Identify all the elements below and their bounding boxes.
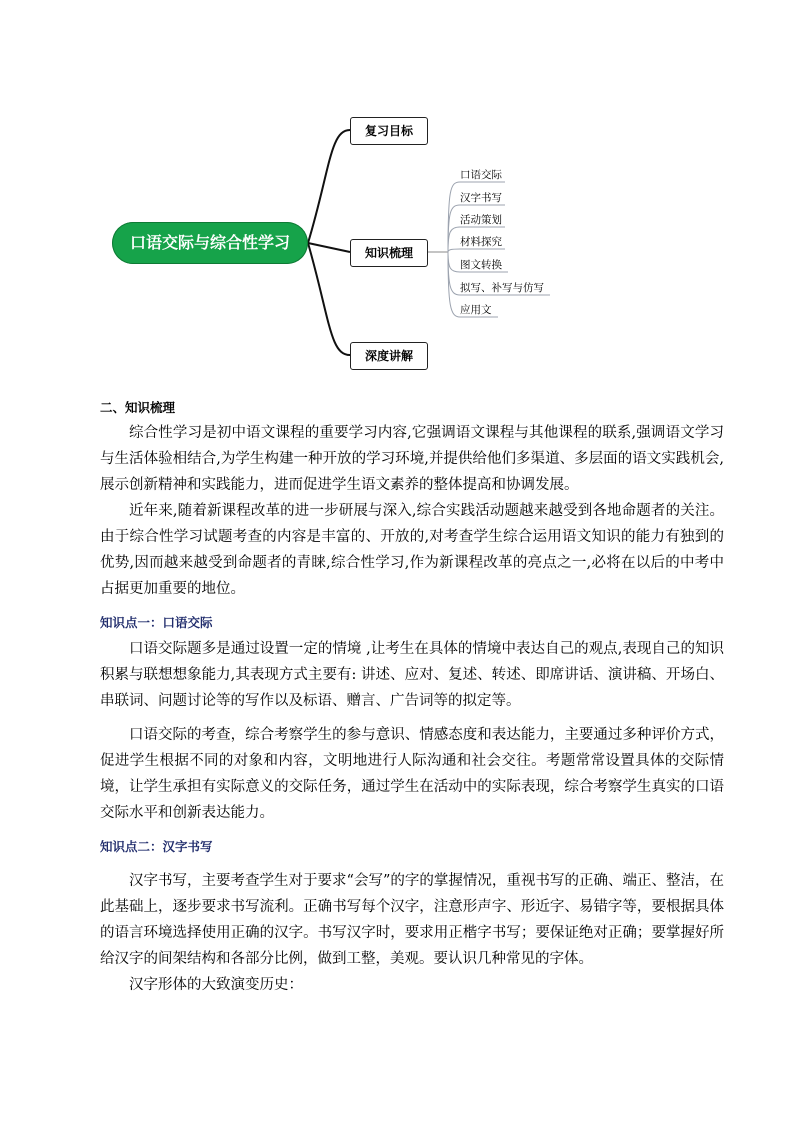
leaf-oral-communication: 口语交际 bbox=[460, 169, 502, 181]
leaf-image-text-conversion: 图文转换 bbox=[460, 259, 502, 271]
branch-knowledge-sorting: 知识梳理 bbox=[350, 239, 428, 267]
leaf-material-inquiry: 材料探究 bbox=[460, 236, 502, 248]
leaf-character-writing: 汉字书写 bbox=[460, 192, 502, 204]
intro-paragraph: 近年来,随着新课程改革的进一步研展与深入,综合实践活动题越来越受到各地命题者的关注。由于综合性学习试题考查的内容是丰富的、开放的,对考查学生综合运用语文知识的能力有独到的优势,因而越来越受到命题者的青睐,综合性学习,作为新课程改革的亮点之一,必将在以后的中考中占据更加重要的地位。 bbox=[100, 503, 724, 597]
knowledge-point-2-title: 知识点二：汉字书写 bbox=[100, 839, 213, 854]
knowledge-point-1-title: 知识点一：口语交际 bbox=[100, 615, 213, 630]
connector-root-knowledge bbox=[308, 243, 350, 252]
kp2-paragraph: 汉字书写，主要考查学生对于要求“会写”的字的掌握情况，重视书写的正确、端正、整洁，在此基础上，逐步要求书写流利。正确书写每个汉字，注意形声字、形近字、易错字等，要根据具体的语言环境选择使用正确的汉字。书写汉字时，要求用正楷字书写；要保证绝对正确；要掌握好所给汉字的间架结构和各部分比例，做到工整，美观。要认识几种常见的字体。 bbox=[100, 873, 724, 967]
mind-map-root: 口语交际与综合性学习 bbox=[112, 222, 308, 264]
connector-root-goal bbox=[308, 130, 350, 243]
leaf-activity-planning: 活动策划 bbox=[460, 214, 502, 226]
branch-review-goals: 复习目标 bbox=[350, 117, 428, 145]
mind-map-connectors bbox=[0, 0, 794, 380]
branch-deep-explanation: 深度讲解 bbox=[350, 342, 428, 370]
kp2-paragraph: 汉字形体的大致演变历史： bbox=[129, 977, 303, 993]
connector-root-deep bbox=[308, 243, 350, 355]
leaf-practical-writing: 应用文 bbox=[460, 304, 492, 316]
kp1-paragraph: 口语交际的考查，综合考察学生的参与意识、情感态度和表达能力，主要通过多种评价方式，促进学生根据不同的对象和内容，文明地进行人际沟通和社会交往。考题常常设置具体的交际情境，让学生承担有实际意义的交际任务，通过学生在活动中的实际表现，综合考察学生真实的口语交际水平和创新表达能力。 bbox=[100, 727, 724, 821]
mind-map bbox=[0, 0, 794, 380]
kp1-paragraph: 口语交际题多是通过设置一定的情境 ,让考生在具体的情境中表达自己的观点,表现自己的知识积累与联想想象能力,其表现方式主要有: 讲述、应对、复述、转述、即席讲话、演讲稿、开场白、串联词、问题讨论等的写作以及标语、赠言、广告词等的拟定等。 bbox=[100, 641, 724, 709]
leaf-drafting-imitation: 拟写、补写与仿写 bbox=[460, 282, 544, 294]
document-body bbox=[100, 396, 724, 998]
section-heading: 二、知识梳理 bbox=[100, 400, 176, 415]
intro-paragraph: 综合性学习是初中语文课程的重要学习内容,它强调语文课程与其他课程的联系,强调语文学习与生活体验相结合,为学生构建一种开放的学习环境,并提供给他们多渠道、多层面的语文实践机会,展示创新精神和实践能力，进而促进学生语文素养的整体提高和协调发展。 bbox=[100, 425, 724, 493]
